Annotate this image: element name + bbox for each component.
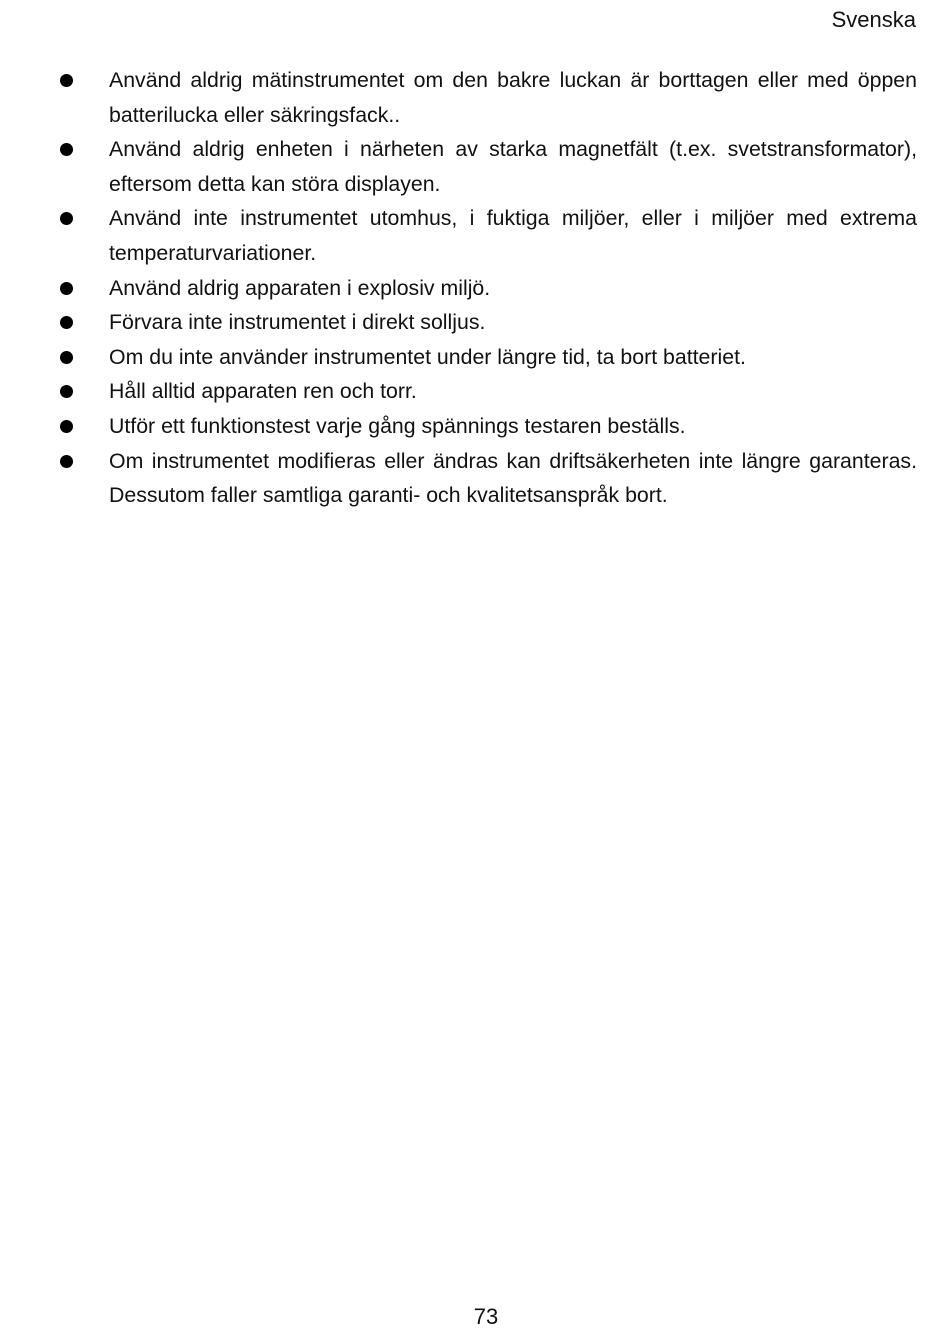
list-item <box>60 201 917 270</box>
list-item-text: Om instrumentet modifieras eller ändras kan driftsäkerheten inte längre garanteras. Dessutom faller samtliga garanti- och kvalitetsanspråk bort. <box>109 448 917 508</box>
bullet-icon <box>60 351 73 364</box>
list-item <box>60 444 917 513</box>
list-item <box>60 63 917 132</box>
list-item <box>60 271 917 306</box>
list-item-text: Använd aldrig mätinstrumentet om den bakre luckan är borttagen eller med öppen batterilucka eller säkringsfack.. <box>109 68 917 127</box>
bullet-icon <box>60 143 73 156</box>
list-item <box>60 305 917 340</box>
list-item-text: Använd aldrig apparaten i explosiv miljö. <box>109 275 491 300</box>
list-item-text: Håll alltid apparaten ren och torr. <box>109 379 417 404</box>
page-number: 73 <box>473 1304 499 1329</box>
bullet-icon <box>60 316 73 329</box>
list-item <box>60 340 917 375</box>
bullet-icon <box>60 385 73 398</box>
list-item-text: Om du inte använder instrumentet under längre tid, ta bort batteriet. <box>109 344 746 369</box>
header-language-label: Svenska <box>831 7 916 32</box>
list-item-text: Utför ett funktionstest varje gång spännings testaren beställs. <box>109 413 686 438</box>
list-item-text: Förvara inte instrumentet i direkt solljus. <box>109 310 486 335</box>
list-item-text: Använd aldrig enheten i närheten av starka magnetfält (t.ex. svetstransformator), eftersom detta kan störa displayen. <box>109 137 917 196</box>
list-item <box>60 132 917 201</box>
list-item <box>60 374 917 409</box>
bullet-icon <box>60 282 73 295</box>
bullet-icon <box>60 212 73 225</box>
safety-instructions-list <box>60 63 917 513</box>
bullet-icon <box>60 420 73 433</box>
list-item-text: Använd inte instrumentet utomhus, i fuktiga miljöer, eller i miljöer med extrema temperaturvariationer. <box>109 206 917 265</box>
bullet-icon <box>60 455 73 468</box>
bullet-icon <box>60 74 73 87</box>
list-item <box>60 409 917 444</box>
